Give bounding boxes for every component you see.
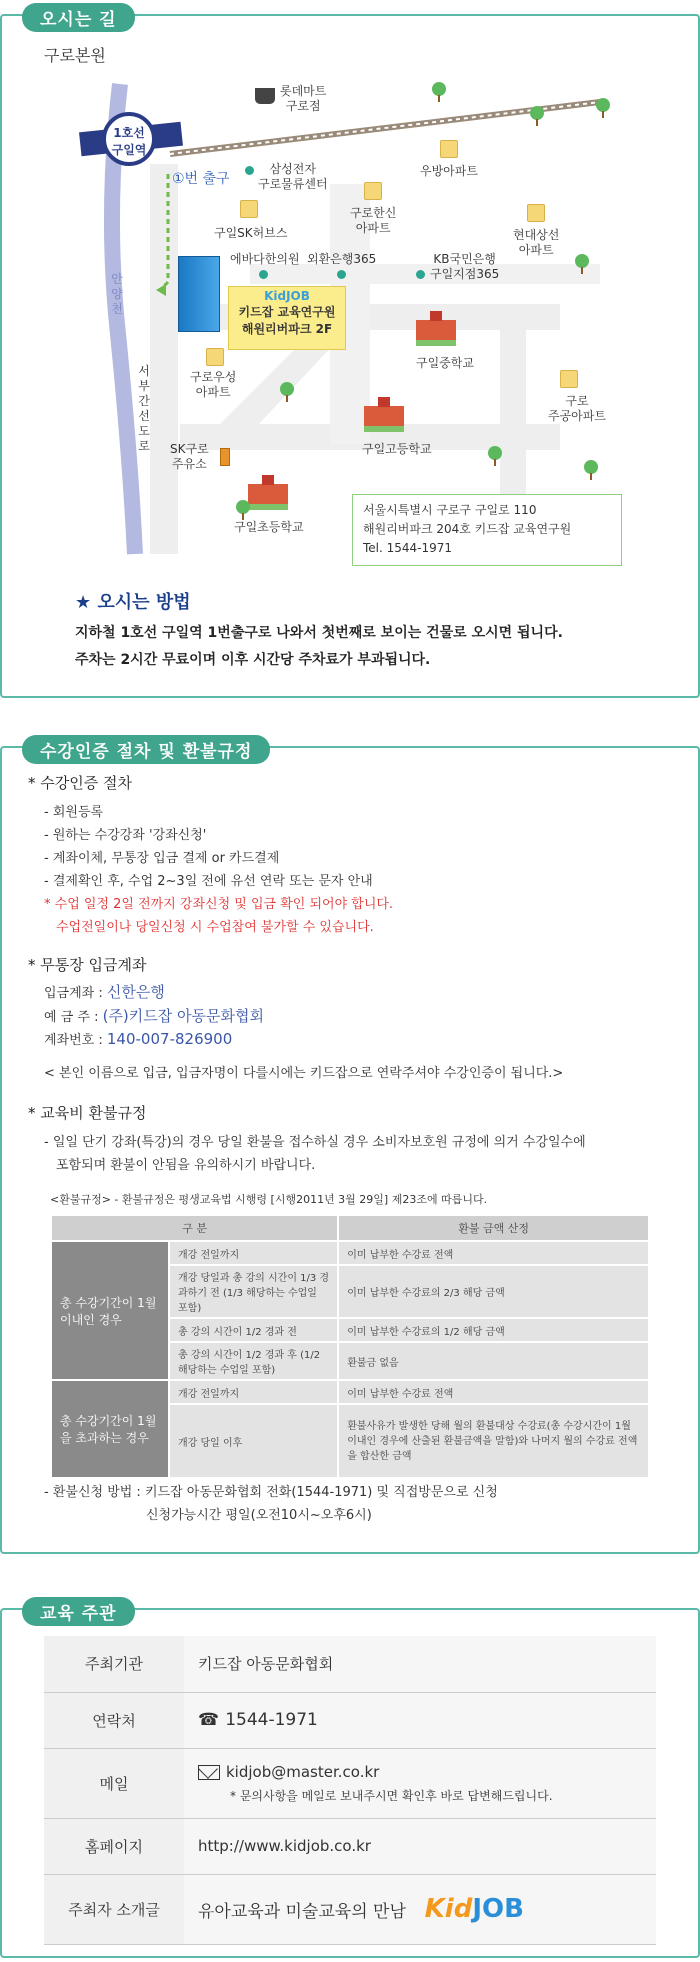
shopping-bag-icon — [255, 88, 275, 104]
bank-label-account: 입금계좌 : — [44, 986, 107, 1001]
location-tab: 오시는 길 — [22, 3, 135, 32]
table-row — [44, 1692, 656, 1748]
place-lotte: 롯데마트 구로점 — [280, 84, 327, 113]
host-homepage[interactable]: http://www.kidjob.co.kr — [184, 1818, 656, 1874]
refund-case: 총 강의 시간이 1/2 경과 후 (1/2 해당하는 수업일 포함) — [169, 1342, 338, 1380]
table-row — [51, 1380, 649, 1404]
host-mail[interactable]: kidjob@master.co.kr — [226, 1762, 380, 1781]
address-box — [352, 494, 622, 566]
location-map — [0, 14, 700, 574]
map-title: 구로본원 — [44, 46, 106, 65]
bank-value-bank: 신한은행 — [106, 983, 165, 1001]
table-row — [44, 1636, 656, 1692]
refund-amount: 이미 납부한 수강료 전액 — [338, 1241, 649, 1265]
hanshin-building-icon — [364, 182, 382, 200]
proc-warn-2: 수업전일이나 당일신청 시 수업참여 불가할 수 있습니다. — [56, 920, 374, 935]
samsung-dot — [245, 166, 254, 175]
bank-row-3 — [44, 1029, 232, 1048]
place-samsung: 삼성전자 구로물류센터 — [258, 162, 328, 191]
tree-icon — [432, 82, 446, 102]
tree-icon — [575, 254, 589, 274]
refund-group-1: 총 수강기간이 1월 이내인 경우 — [51, 1241, 169, 1380]
tree-icon — [488, 446, 502, 466]
host-intro: 유아교육과 미술교육의 만남 — [198, 1902, 406, 1922]
refund-rule: <환불규정> - 환불규정은 평생교육법 시행령 [시행2011년 3월 29일] 제23조에 따릅니다. — [50, 1193, 488, 1206]
table-row — [44, 1818, 656, 1874]
place-middle-school: 구일중학교 — [416, 356, 474, 370]
phone-icon: ☎ — [198, 1710, 220, 1730]
directions-title: ★ 오시는 방법 — [75, 592, 191, 613]
host-phone-cell — [184, 1692, 656, 1748]
apply-line-2: 신청가능시간 평일(오전10시~오후6시) — [146, 1508, 372, 1523]
proc-warn-1: * 수업 일정 2일 전까지 강좌신청 및 입금 확인 되어야 합니다. — [44, 897, 394, 912]
refund-case: 총 강의 시간이 1/2 경과 전 — [169, 1318, 338, 1342]
apply-line-1: - 환불신청 방법 : 키드잡 아동문화협회 전화(1544-1971) 및 직접방문으로 신청 — [44, 1485, 498, 1500]
station-name: 구일역 — [111, 143, 147, 157]
host-phone: 1544-1971 — [225, 1710, 318, 1730]
refund-title: * 교육비 환불규정 — [28, 1104, 147, 1122]
table-row — [44, 1748, 656, 1818]
host-key: 주최기관 — [44, 1636, 184, 1692]
address-line-3: Tel. 1544-1971 — [363, 541, 453, 555]
map-roads — [0, 14, 700, 574]
table-row — [51, 1241, 649, 1265]
logo-job: JOB — [472, 1894, 524, 1924]
refund-amount: 환불금 없음 — [338, 1342, 649, 1380]
tree-icon — [236, 500, 250, 520]
jugong-building-icon — [560, 370, 578, 388]
refund-case: 개강 당일과 총 강의 시간이 1/3 경과하기 전 (1/3 해당하는 수업일 포함) — [169, 1265, 338, 1318]
place-hyundai: 현대상선 아파트 — [513, 228, 560, 257]
refund-header-case: 구 분 — [51, 1215, 338, 1241]
woobang-building-icon — [440, 140, 458, 158]
address-line-1: 서울시특별시 구로구 구일로 110 — [363, 503, 537, 517]
place-keb: 외환은행365 — [307, 252, 377, 266]
directions-line-1: 지하철 1호선 구일역 1번출구로 나와서 첫번째로 보이는 건물로 오시면 됩니다. — [75, 625, 563, 641]
proc-item-4: - 결제확인 후, 수업 2~3일 전에 유선 연락 또는 문자 안내 — [44, 874, 373, 889]
refund-group-2: 총 수강기간이 1월을 초과하는 경우 — [51, 1380, 169, 1478]
road-label: 서부간선도로 — [138, 364, 150, 453]
host-value: 키드잡 아동문화협회 — [184, 1636, 656, 1692]
hyundai-building-icon — [527, 204, 545, 222]
place-high-school: 구일고등학교 — [362, 442, 432, 456]
evada-dot — [259, 270, 268, 279]
tree-icon — [280, 382, 294, 402]
tree-icon — [530, 106, 544, 126]
kidjob-label-box — [228, 286, 346, 350]
middle-school-icon — [416, 320, 456, 346]
bank-label-holder: 예 금 주 : — [44, 1010, 103, 1025]
host-key: 메일 — [44, 1748, 184, 1818]
station-circle — [102, 112, 156, 166]
refund-header-row — [51, 1215, 649, 1241]
bank-value-holder: (주)키드잡 아동문화협회 — [102, 1007, 264, 1025]
mail-icon — [198, 1765, 220, 1780]
keb-dot — [337, 270, 346, 279]
refund-amount: 이미 납부한 수강료 전액 — [338, 1380, 649, 1404]
bank-row-2 — [44, 1005, 264, 1026]
stream-label: 안양천 — [111, 272, 123, 316]
directions-line-2: 주차는 2시간 무료이며 이후 시간당 주차료가 부과됩니다. — [75, 652, 431, 668]
refund-amount: 이미 납부한 수강료의 1/2 해당 금액 — [338, 1318, 649, 1342]
host-key: 홈페이지 — [44, 1818, 184, 1874]
table-row — [44, 1874, 656, 1944]
refund-desc-2: 포함되며 환불이 안됨을 유의하시기 바랍니다. — [56, 1158, 316, 1173]
host-key: 주최자 소개글 — [44, 1874, 184, 1944]
logo-kid: Kid — [424, 1894, 473, 1924]
kidjob-logo — [425, 1894, 524, 1924]
place-sk-gas: SK구로 주유소 — [170, 442, 209, 471]
elementary-school-icon — [248, 484, 288, 510]
tree-icon — [596, 98, 610, 118]
place-sk-hub: 구일SK허브스 — [214, 226, 288, 240]
place-woobang: 우방아파트 — [420, 164, 478, 178]
refund-table — [50, 1214, 650, 1479]
refund-case: 개강 당일 이후 — [169, 1404, 338, 1478]
woosung-building-icon — [206, 348, 224, 366]
place-hanshin: 구로한신 아파트 — [350, 206, 397, 235]
tree-icon — [584, 460, 598, 480]
bank-note: < 본인 이름으로 입금, 입금자명이 다를시에는 키드잡으로 연락주셔야 수강인증이 됩니다.> — [44, 1066, 564, 1081]
host-intro-cell — [184, 1874, 656, 1944]
host-table — [44, 1636, 656, 1945]
enroll-tab: 수강인증 절차 및 환불규정 — [22, 735, 270, 764]
refund-header-amount: 환불 금액 산정 — [338, 1215, 649, 1241]
kidjob-building-icon — [178, 256, 220, 332]
place-kb: KB국민은행 구일지점365 — [430, 252, 500, 281]
gas-station-icon — [220, 448, 230, 466]
refund-amount: 이미 납부한 수강료의 2/3 해당 금액 — [338, 1265, 649, 1318]
proc-item-1: - 회원등록 — [44, 805, 104, 820]
kidjob-map-addr: 해원리버파크 2F — [241, 322, 333, 336]
place-jugong: 구로 주공아파트 — [548, 394, 606, 423]
refund-amount: 환불사유가 발생한 당해 월의 환불대상 수강료(총 수강시간이 1월 이내인 경우에 산출된 환불금액을 말함)와 나머지 월의 수강료 전액을 합산한 금액 — [338, 1404, 649, 1478]
exit-label: ①번 출구 — [172, 171, 230, 187]
bank-row-1 — [44, 981, 165, 1002]
address-line-2: 해원리버파크 204호 키드잡 교육연구원 — [363, 522, 572, 536]
proc-item-2: - 원하는 수강강좌 '강좌신청' — [44, 828, 207, 843]
refund-desc-1: - 일일 단기 강좌(특강)의 경우 당일 환불을 접수하실 경우 소비자보호원 규정에 의거 수강일수에 — [44, 1135, 586, 1150]
high-school-icon — [364, 406, 404, 432]
place-woosung: 구로우성 아파트 — [190, 370, 237, 399]
host-key: 연락처 — [44, 1692, 184, 1748]
bank-label-number: 계좌번호 : — [44, 1033, 107, 1048]
refund-case: 개강 전일까지 — [169, 1241, 338, 1265]
host-tab: 교육 주관 — [22, 1597, 135, 1626]
place-elementary: 구일초등학교 — [234, 520, 304, 534]
host-mail-note: * 문의사항을 메일로 보내주시면 확인후 바로 답변해드립니다. — [230, 1788, 553, 1803]
kb-dot — [416, 270, 425, 279]
proc-title: * 수강인증 절차 — [28, 774, 132, 792]
proc-item-3: - 계좌이체, 무통장 입금 결제 or 카드결제 — [44, 851, 280, 866]
place-evada: 에바다한의원 — [230, 252, 300, 266]
kidjob-map-logo: KidJOB — [264, 289, 310, 303]
kidjob-map-name: 키드잡 교육연구원 — [238, 305, 336, 319]
bank-title: * 무통장 입금계좌 — [28, 956, 147, 974]
host-mail-cell — [184, 1748, 656, 1818]
station-line: 1호선 — [113, 126, 145, 140]
bank-value-number: 140-007-826900 — [106, 1030, 233, 1048]
sk-hub-building-icon — [240, 200, 258, 218]
refund-case: 개강 전일까지 — [169, 1380, 338, 1404]
